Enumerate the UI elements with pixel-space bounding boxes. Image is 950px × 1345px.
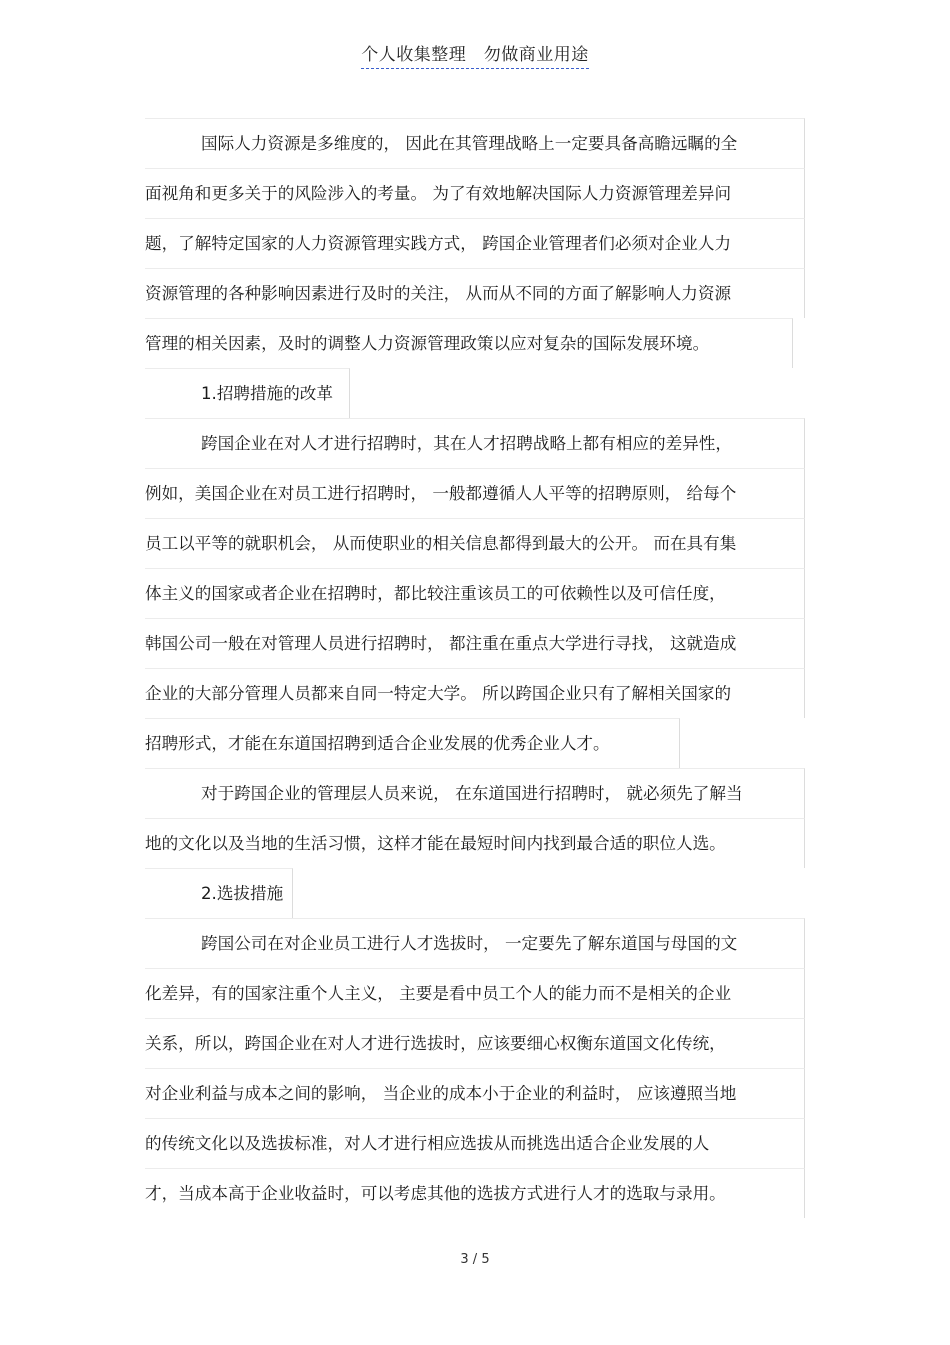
text-line: 例如，美国企业在对员工进行招聘时， 一般都遵循人人平等的招聘原则， 给每个: [145, 468, 805, 518]
text-line: 对于跨国企业的管理层人员来说， 在东道国进行招聘时， 就必须先了解当: [145, 768, 805, 818]
text-line: 的传统文化以及选拔标准，对人才进行相应选拔从而挑选出适合企业发展的人: [145, 1118, 805, 1168]
text-line: 企业的大部分管理人员都来自同一特定大学。 所以跨国企业只有了解相关国家的: [145, 668, 805, 718]
text-line: 化差异，有的国家注重个人主义， 主要是看中员工个人的能力而不是相关的企业: [145, 968, 805, 1018]
document-body: [145, 118, 805, 1218]
text-line: 地的文化以及当地的生活习惯，这样才能在最短时间内找到最合适的职位人选。: [145, 818, 805, 868]
text-line: 资源管理的各种影响因素进行及时的关注， 从而从不同的方面了解影响人力资源: [145, 268, 805, 318]
text-line: 韩国公司一般在对管理人员进行招聘时， 都注重在重点大学进行寻找， 这就造成: [145, 618, 805, 668]
text-line: 管理的相关因素，及时的调整人力资源管理政策以应对复杂的国际发展环境。: [145, 318, 793, 368]
text-line: 题，了解特定国家的人力资源管理实践方式， 跨国企业管理者们必须对企业人力: [145, 218, 805, 268]
text-line: 员工以平等的就职机会， 从而使职业的相关信息都得到最大的公开。 而在具有集: [145, 518, 805, 568]
text-line: 跨国公司在对企业员工进行人才选拔时， 一定要先了解东道国与母国的文: [145, 918, 805, 968]
page-number: 3 / 5: [460, 1252, 490, 1267]
text-line: 国际人力资源是多维度的， 因此在其管理战略上一定要具备高瞻远瞩的全: [145, 118, 805, 168]
text-line: 跨国企业在对人才进行招聘时，其在人才招聘战略上都有相应的差异性，: [145, 418, 805, 468]
text-line: 2.选拔措施: [145, 868, 293, 918]
text-line: 对企业利益与成本之间的影响， 当企业的成本小于企业的利益时， 应该遵照当地: [145, 1068, 805, 1118]
text-line: 招聘形式，才能在东道国招聘到适合企业发展的优秀企业人才。: [145, 718, 680, 768]
text-line: 1.招聘措施的改革: [145, 368, 350, 418]
page-header: [0, 40, 950, 69]
text-line: 才，当成本高于企业收益时，可以考虑其他的选拔方式进行人才的选取与录用。: [145, 1168, 805, 1218]
text-line: 体主义的国家或者企业在招聘时，都比较注重该员工的可依赖性以及可信任度，: [145, 568, 805, 618]
text-line: 关系，所以，跨国企业在对人才进行选拔时，应该要细心权衡东道国文化传统，: [145, 1018, 805, 1068]
header-text: 个人收集整理 勿做商业用途: [361, 40, 589, 69]
text-line: 面视角和更多关于的风险涉入的考量。 为了有效地解决国际人力资源管理差异问: [145, 168, 805, 218]
